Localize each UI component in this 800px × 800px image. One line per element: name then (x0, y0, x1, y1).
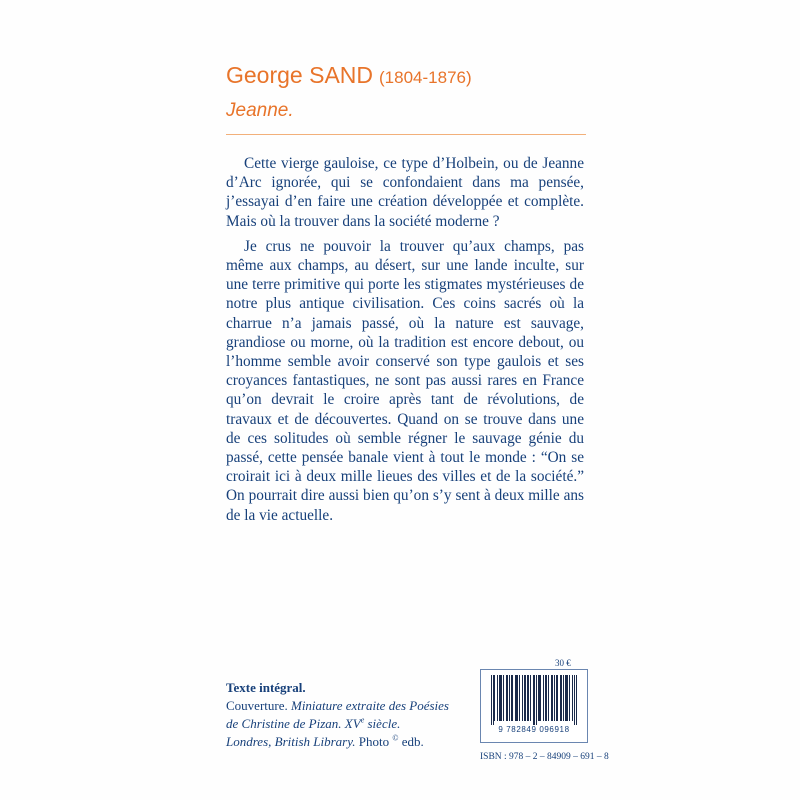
barcode-bar (524, 675, 525, 721)
isbn-label: ISBN : 978 – 2 – 84909 – 691 – 8 (480, 752, 609, 762)
barcode-bar (557, 675, 558, 721)
barcode (480, 669, 588, 743)
barcode-bar (574, 675, 575, 725)
barcode-bar (546, 675, 547, 721)
barcode-bar (556, 675, 557, 721)
barcode-bar (533, 675, 534, 725)
excerpt-text (226, 154, 584, 525)
barcode-bar (491, 675, 492, 725)
barcode-bar (563, 675, 564, 721)
header-divider (226, 134, 586, 135)
copyright-symbol: © (392, 733, 399, 743)
barcode-bar (497, 675, 498, 721)
integral-text-label: Texte intégral. (226, 680, 306, 695)
barcode-bar (499, 675, 500, 721)
credits-block (226, 679, 466, 751)
barcode-bar (567, 675, 568, 721)
barcode-bar (512, 675, 513, 721)
barcode-bar (527, 675, 528, 721)
barcode-bar (522, 675, 523, 721)
barcode-bar (576, 675, 577, 725)
barcode-bar (540, 675, 541, 721)
barcode-bar (554, 675, 555, 721)
barcode-bar (517, 675, 518, 721)
barcode-bar (530, 675, 531, 721)
barcode-bar (501, 675, 502, 721)
barcode-bar (493, 675, 494, 725)
cover-text-3: siècle. (364, 716, 401, 731)
barcode-bar (560, 675, 561, 721)
author-dates: (1804-1876) (379, 68, 472, 87)
barcode-bar (543, 675, 544, 721)
barcode-bar (565, 675, 566, 721)
barcode-bar (511, 675, 512, 721)
barcode-bar (552, 675, 553, 721)
excerpt-paragraph: Cette vierge gauloise, ce type d’Holbein, ou de Jeanne d’Arc ignorée, qui se confondaient dans ma pensée, j’essayai d’en faire une création développée et complète. Mais où la trouver dans la société moderne ? (226, 155, 584, 230)
barcode-bar (538, 675, 539, 721)
barcode-bar (548, 675, 549, 721)
excerpt-paragraph: Je crus ne pouvoir la trouver qu’aux champs, pas même aux champs, au désert, sur une lande inculte, sur une terre primitive qui porte les stigmates mystérieuses de notre plus antique civilisation. Ces coins sacrés où la charrue n’a jamais passé, où la nature est sauvage, grandiose ou morne, où la tradition est encore debout, ou l’homme semble avoir conservé son type gaulois et ses croyances fantastiques, ne sont pas aussi rares en France qu’on devrait le croire après tant de révolutions, de travaux et de découvertes. Quand on se trouve dans une de ces solitudes où semble régner le sauvage génie du passé, cette pensée banale vient à tout le monde : “On se croirait ici à deux mille lieues des villes et de la société.” On pourrait dire aussi bien qu’on s’y sent à deux mille ans de la vie actuelle. (226, 237, 584, 524)
photo-credit: edb. (401, 734, 424, 749)
library-location: Londres, British Library. (226, 734, 356, 749)
cover-label: Couverture. (226, 698, 288, 713)
price-label: 30 € (555, 658, 571, 668)
photo-label: Photo (358, 734, 390, 749)
barcode-digits: 9 782849 096918 (498, 725, 570, 734)
barcode-bar (528, 675, 529, 721)
barcode-bar (494, 675, 495, 721)
barcode-bar (536, 675, 537, 725)
barcode-bars (491, 675, 577, 725)
barcode-bar (566, 675, 567, 721)
barcode-bar (503, 675, 504, 721)
barcode-bar (506, 675, 507, 721)
barcode-bar (551, 675, 552, 721)
cover-text-2: de Christine de Pizan. XV (226, 716, 361, 731)
cover-credit-line-1 (226, 697, 466, 715)
barcode-bar (572, 675, 573, 721)
barcode-bar (545, 675, 546, 721)
barcode-bar (507, 675, 508, 721)
century-superscript: e (360, 715, 365, 725)
barcode-bar (516, 675, 517, 721)
barcode-bar (569, 675, 570, 721)
header (226, 62, 586, 122)
barcode-bar (509, 675, 510, 721)
barcode-bar (561, 675, 562, 721)
barcode-bar (534, 675, 535, 725)
author-name: George SAND (226, 62, 374, 88)
barcode-bar (525, 675, 526, 721)
cover-credit-line-3 (226, 733, 466, 751)
barcode-bar (500, 675, 501, 721)
barcode-bar (515, 675, 516, 721)
barcode-bar (539, 675, 540, 721)
barcode-bar (519, 675, 520, 721)
cover-text-1: Miniature extraite des Poésies (290, 698, 449, 713)
book-title: Jeanne. (226, 100, 294, 121)
cover-credit-line-2 (226, 715, 466, 733)
author-line (226, 62, 586, 89)
